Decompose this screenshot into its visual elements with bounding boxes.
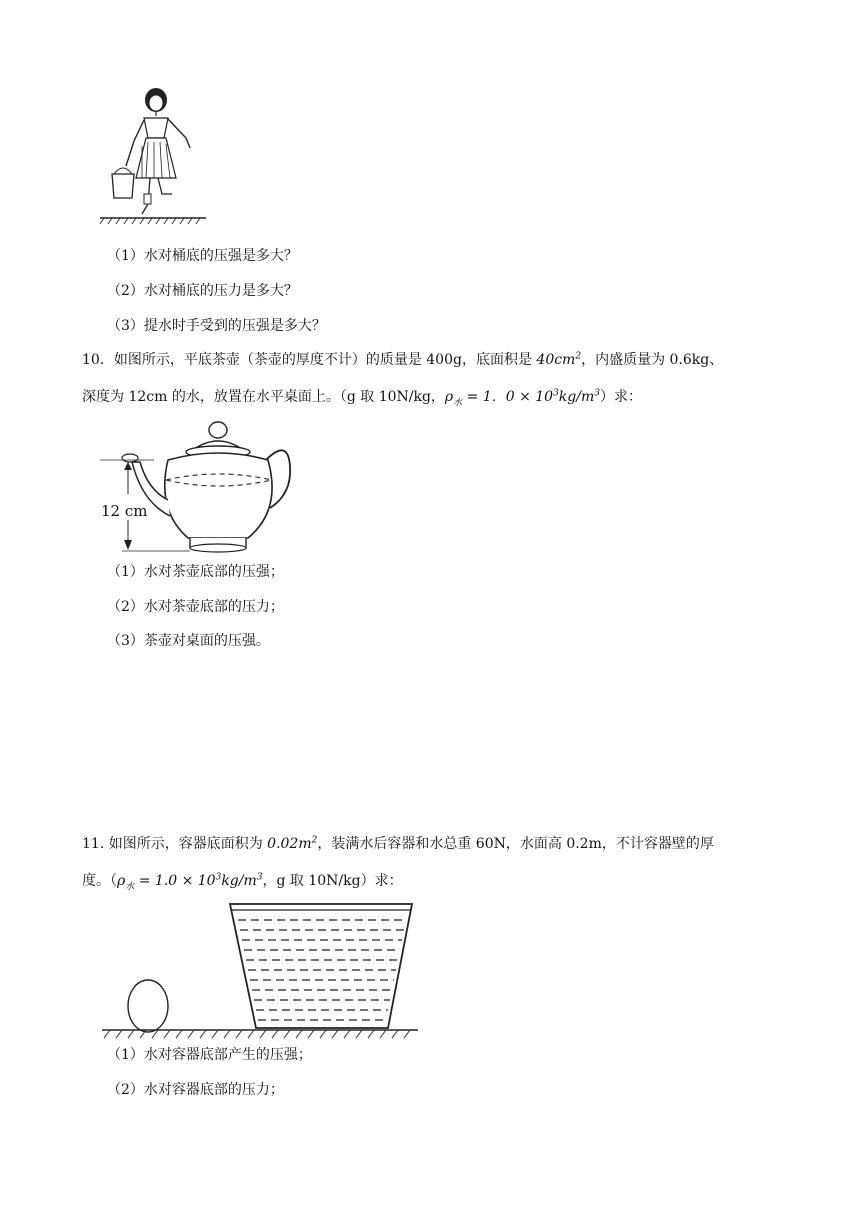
q10-text-post: ，内盛质量为 0.6kg、 <box>581 352 724 368</box>
q11-text-post: ，装满水后容器和水总重 60N，水面高 0.2m，不计容器壁的厚 <box>317 836 714 852</box>
q11-stem-line-2 <box>82 871 403 891</box>
q11-area-exponent: 2 <box>311 835 318 846</box>
q10-text: 10．如图所示，平底茶壶（茶壶的厚度不计）的质量是 400g，底面积是 <box>82 352 537 368</box>
q11-part-1: （1）水对容器底部产生的压强； <box>107 1047 312 1063</box>
q10-stem-line-1 <box>82 350 723 370</box>
q11-area <box>267 836 317 852</box>
q11-density-exp: 3 <box>215 872 222 883</box>
rho-symbol: ρ <box>117 873 126 889</box>
q11-area-value: 0.02m <box>267 836 312 852</box>
teapot-depth-label: 12 cm <box>101 502 148 520</box>
q10-density <box>444 388 600 408</box>
q10-density-eq: = 1．0 × 10 <box>462 389 554 405</box>
q10-area <box>536 352 581 368</box>
q10-area-exponent: 2 <box>575 351 582 362</box>
teapot-figure <box>96 420 306 560</box>
q11-density-eq: = 1.0 × 10 <box>134 873 216 889</box>
q10-stem-line-2 <box>82 387 642 407</box>
q10-area-value: 40cm <box>536 352 576 368</box>
q11-text-2-post: ，g 取 10N/kg）求： <box>262 873 403 889</box>
rho-subscript: 水 <box>125 881 135 892</box>
q9-part-1: （1）水对桶底的压强是多大？ <box>107 248 298 264</box>
q11-text: 11. 如图所示，容器底面积为 <box>82 836 268 852</box>
q11-density-unit-exp: 3 <box>256 872 263 883</box>
q11-density-unit: kg/m <box>221 873 257 889</box>
q9-part-3: （3）提水时手受到的压强是多大？ <box>107 318 326 334</box>
q11-density <box>117 872 263 892</box>
container-and-egg-figure <box>100 898 420 1040</box>
girl-with-bucket-figure <box>98 86 208 226</box>
q10-text-2: 深度为 12cm 的水，放置在水平桌面上。（g 取 10N/kg， <box>82 389 445 405</box>
rho-subscript: 水 <box>453 397 463 408</box>
q10-part-3: （3）茶壶对桌面的压强。 <box>107 633 270 649</box>
q9-part-2: （2）水对桶底的压力是多大？ <box>107 283 298 299</box>
q10-text-2-post: ）求： <box>599 389 642 405</box>
q11-stem-line-1 <box>82 834 714 854</box>
q10-part-2: （2）水对茶壶底部的压力； <box>107 599 284 615</box>
q10-density-unit: kg/m <box>558 389 595 405</box>
q10-density-exp: 3 <box>553 388 559 399</box>
q10-density-unit-exp: 3 <box>594 388 600 399</box>
q11-part-2: （2）水对容器底部的压力； <box>107 1082 284 1098</box>
rho-symbol: ρ <box>444 389 454 405</box>
q11-text-2: 度。（ <box>82 873 117 889</box>
q10-part-1: （1）水对茶壶底部的压强； <box>107 564 284 580</box>
